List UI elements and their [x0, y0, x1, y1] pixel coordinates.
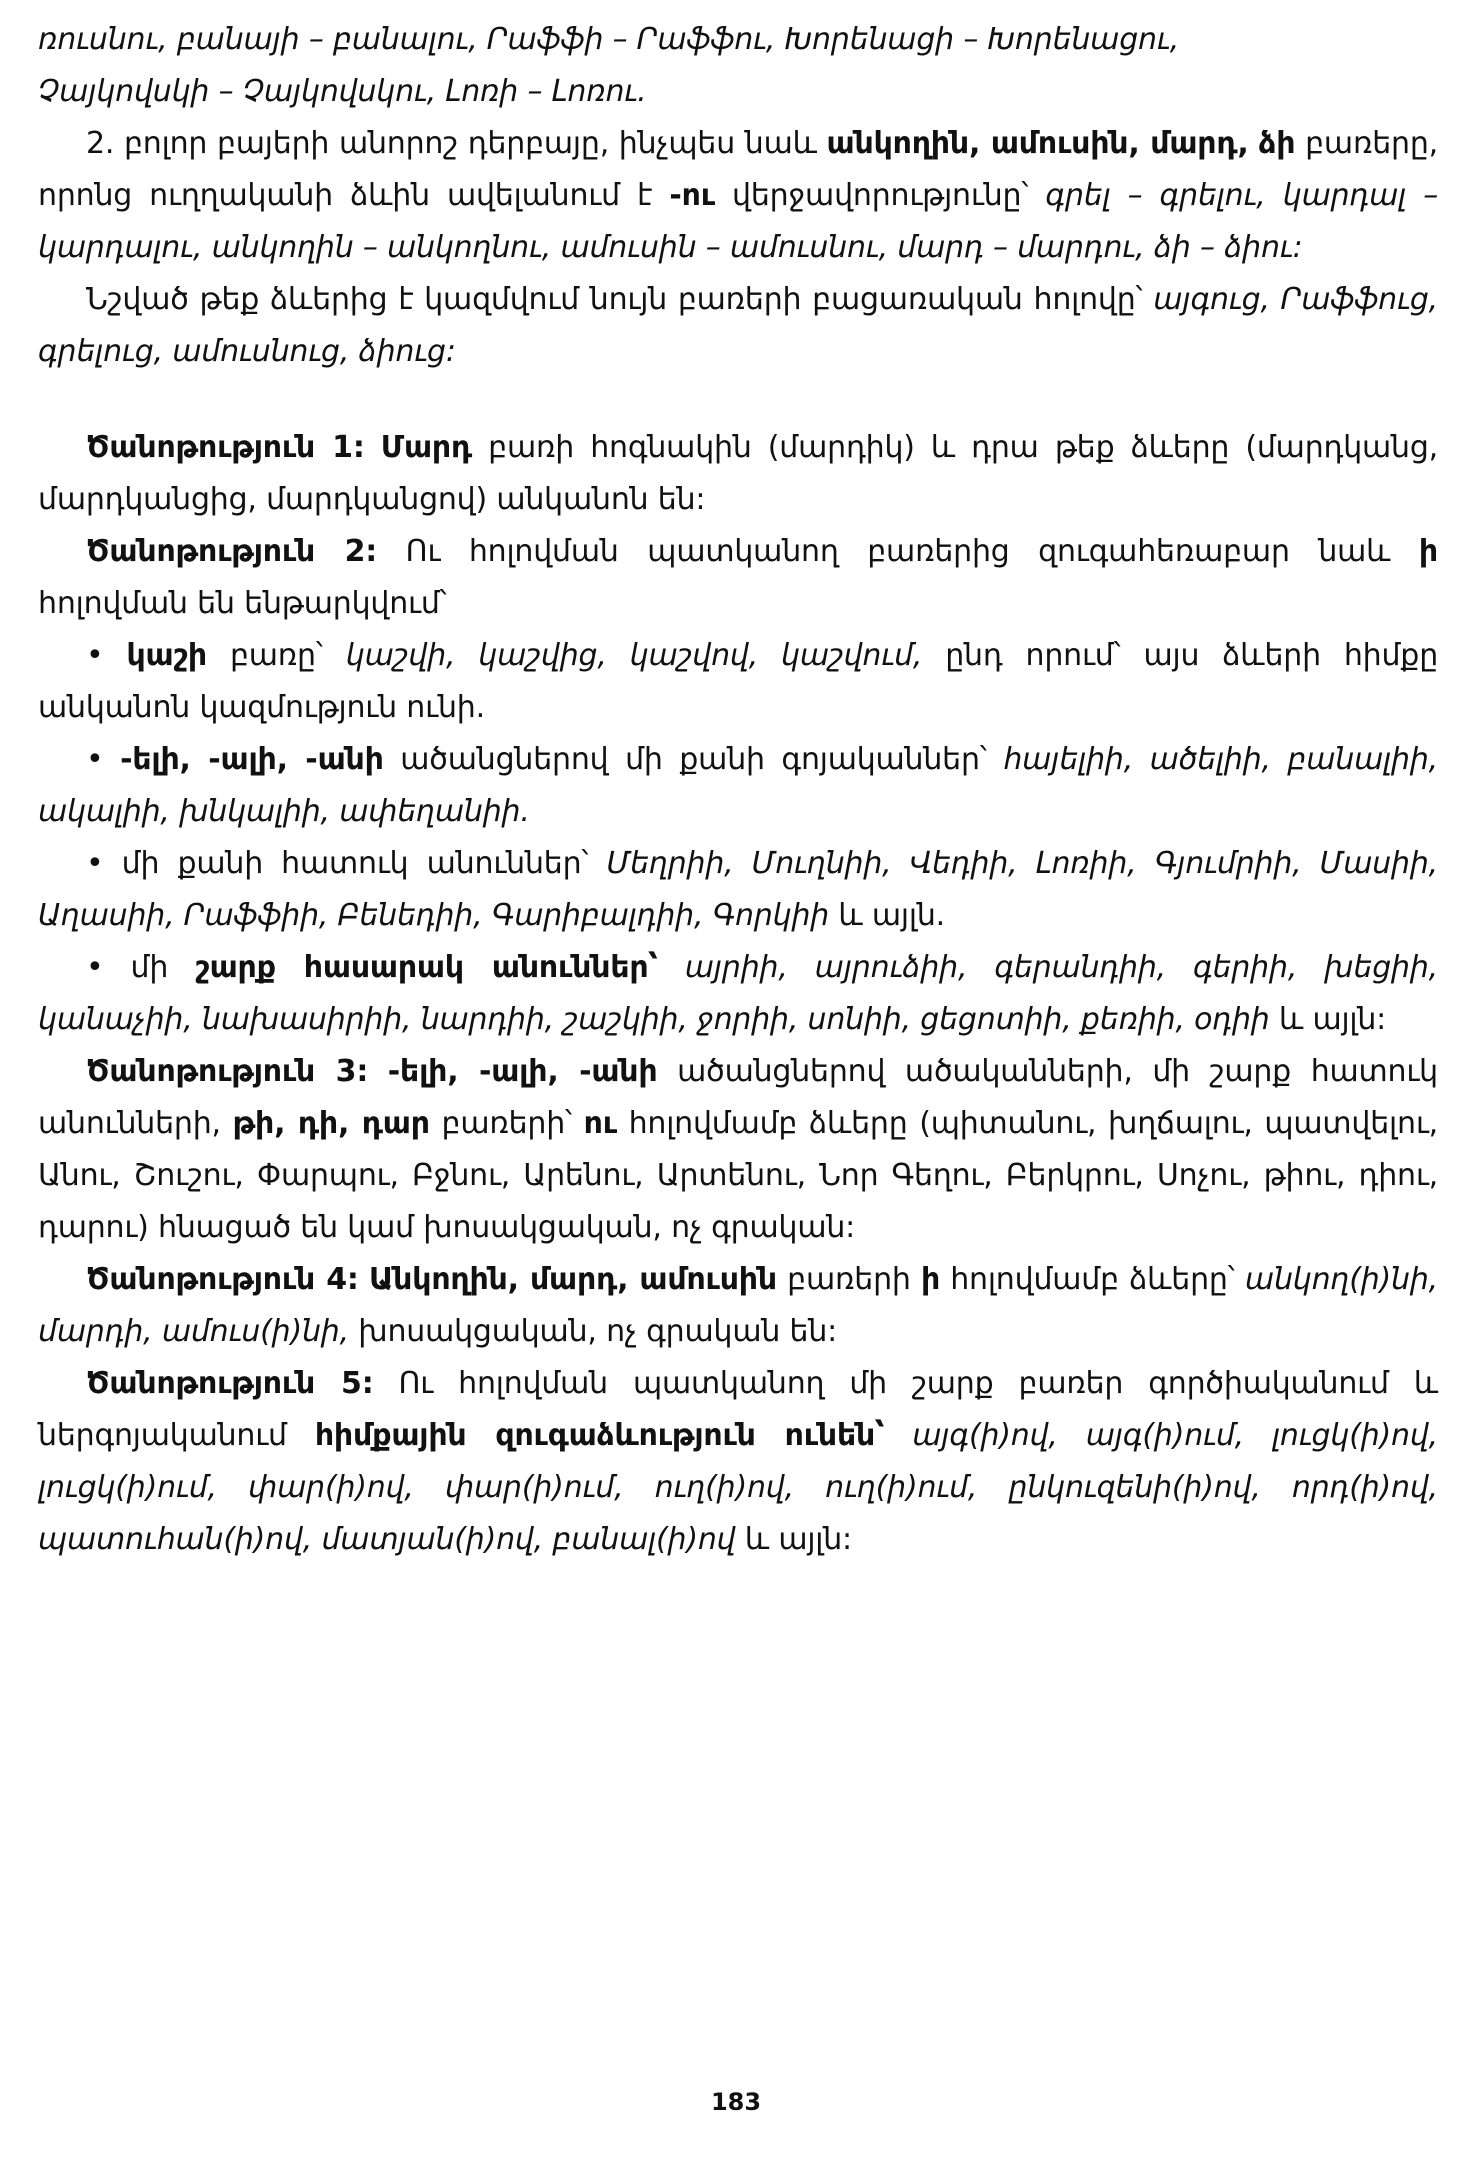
bold-span: կաշի [126, 638, 207, 673]
italic-span: մարդ – մարդու, ձի – ձիու: [887, 230, 1303, 265]
text-span: հոլովմամբ ձևերը (պիտանու, խղճալու, պատվելու, Անու, Շուշու, Փարպու, Բջնու, Արենու, Արտենու, Նոր Գեղու, Բերկրու, Սոչու, թիու, դիու, դարու) հնացած են կամ խոսակցական, ոչ գրական: [38, 1106, 1438, 1245]
text-span: ածանցներով մի քանի գոյականներ՝ [383, 742, 1004, 777]
paragraph-3 [38, 274, 1438, 378]
text-span: խոսակցական, ոչ գրական են: [348, 1314, 838, 1349]
note-paragraph [38, 1254, 1438, 1358]
text-span: բառը՝ [206, 638, 346, 673]
text-span: Ու հոլովման պատկանող մի շարք բառեր գործիականում և ներգոյականում [38, 1366, 1438, 1453]
text-span: Նշված թեք ձևերից է կազմվում նույն բառերի բացառական հոլովը՝ [86, 282, 1154, 317]
text-span: վերջավորությունը՝ [714, 178, 1046, 213]
bold-span: -ելի, -ալի, -անի [387, 1054, 658, 1089]
text-span: հոլովմամբ ձևերը՝ [940, 1262, 1245, 1297]
italic-span: գրել [1045, 178, 1111, 213]
bullet-item [38, 838, 1438, 942]
italic-span: այրիի, այրուձիի, գերանդիի, գերիի, խեցիի, կանաչիի, նախասիրիի, նարդիի, շաշկիի, ջորիի, սոնիի, ցեցոտիի, քեռիի, օդիի [38, 950, 1439, 1037]
bullets-block [38, 630, 1438, 1046]
bullet-item [38, 942, 1438, 1046]
text-span [365, 430, 381, 465]
text-line: ռուսնու, բանայի – բանալու, Րաֆֆի – Րաֆֆու, Խորենացի – Խորենացու, [38, 22, 1180, 57]
bold-span: ի [920, 1262, 941, 1297]
note-paragraph [38, 1358, 1438, 1566]
note-label: Ծանոթություն 4: [86, 1262, 359, 1297]
bold-span: Անկողին, մարդ, ամուսին [368, 1262, 777, 1297]
note-label: Ծանոթություն 3: [86, 1054, 369, 1089]
text-span: բառերի՝ [429, 1106, 584, 1141]
notes2-block [38, 1046, 1438, 1566]
text-span: • մի [86, 950, 196, 985]
text-span: • մի քանի հատուկ անուններ՝ [86, 846, 607, 881]
text-span [359, 1262, 369, 1297]
note-label: Ծանոթություն 2: [86, 534, 378, 569]
bold-span: Մարդ [380, 430, 473, 465]
text-span: և այլն. [829, 898, 945, 933]
bold-span: -ելի, -ալի, -անի [120, 742, 384, 777]
text-span: բառի հոգնակին (մարդիկ) և դրա թեք ձևերը (մարդկանց, մարդկանցից, մարդկանցով) անկանոն են: [38, 430, 1439, 517]
text-span: • [86, 742, 121, 777]
bold-span: հիմքային զուգաձևություն ունեն՝ [314, 1418, 885, 1453]
text-span: ածանցներով ածականների, մի շարք հատուկ անունների, [38, 1054, 1438, 1141]
bullet-item [38, 734, 1438, 838]
text-span: բառերի [776, 1262, 921, 1297]
text-span: Ու հոլովման պատկանող բառերից զուգահեռաբար նաև [377, 534, 1419, 569]
text-span [884, 1418, 912, 1453]
text-span [368, 1054, 388, 1089]
continuation-paragraph [38, 14, 1438, 118]
text-span [658, 950, 685, 985]
text-span: բառերը, որոնց ուղղականի ձևին ավելանում է [38, 126, 1438, 213]
text-span: • [86, 638, 127, 673]
text-line: Չայկովսկի – Չայկովսկու, Լոռի – Լոռու. [38, 74, 647, 109]
text-span: և այլն: [1269, 1002, 1387, 1037]
italic-span: անկող(ի)նի, մարդի, ամուս(ի)նի, [38, 1262, 1439, 1349]
italic-span: հայելիի, ածելիի, բանալիի, ակալիի, խնկալիի, ափեղանիի. [38, 742, 1439, 829]
italic-span: Մեղրիի, Մուղնիի, Վեդիի, Լոռիի, Գյումրիի, Մասիի, Աղասիի, Րաֆֆիի, Բենեդիի, Գարիբալդիի, Գորկիի [38, 846, 1438, 933]
text-span: ընդ որում՝ այս ձևերի հիմքը անկանոն կազմություն ունի. [38, 638, 1439, 725]
note-label: Ծանոթություն 1: [86, 430, 365, 465]
bold-span: ձի [1258, 126, 1296, 161]
page-number: 183 [710, 2088, 762, 2116]
bold-span: անկողին, ամուսին, մարդ, [826, 126, 1249, 161]
note-paragraph [38, 526, 1438, 630]
note-label: Ծանոթություն 5: [86, 1366, 374, 1401]
bullet-item [38, 630, 1438, 734]
bold-span: ու [583, 1106, 617, 1141]
italic-span: այգ(ի)ով, այգ(ի)ում, լուցկ(ի)ով, լուցկ(ի)ում, փար(ի)ով, փար(ի)ում, ուղ(ի)ով, ուղ(ի)ում, ընկուզենի(ի)ով, որդ(ի)ով, պատուհան(ի)ով, մատյան(ի)ով, բանալ(ի)ով [38, 1418, 1439, 1557]
text-span: 2. բոլոր բայերի անորոշ դերբայը, ինչպես նաև [86, 126, 827, 161]
italic-span: – գրելու, կարդալ – կարդալու, անկողին – անկողնու, ամուսին – ամուսնու, [38, 178, 1438, 265]
text-span: հոլովման են ենթարկվում՝ [38, 586, 447, 621]
italic-span: այգուց, [1153, 282, 1270, 317]
body-text [38, 14, 1438, 1566]
spacer [38, 378, 1438, 422]
bold-span: շարք հասարակ անուններ՝ [195, 950, 658, 985]
bold-span: ի [1418, 534, 1438, 569]
bold-span: թի, դի, դար [232, 1106, 430, 1141]
italic-span: Րաֆֆուց, գրելուց, ամուսնուց, ձիուց: [38, 282, 1439, 369]
text-span: և այլն: [735, 1522, 852, 1557]
paragraph-2 [38, 118, 1438, 274]
note-paragraph [38, 422, 1438, 526]
notes-block [38, 422, 1438, 630]
note-paragraph [38, 1046, 1438, 1254]
italic-span: կաշվի, կաշվից, կաշվով, կաշվում, [345, 638, 923, 673]
bold-span: -ու [669, 178, 715, 213]
